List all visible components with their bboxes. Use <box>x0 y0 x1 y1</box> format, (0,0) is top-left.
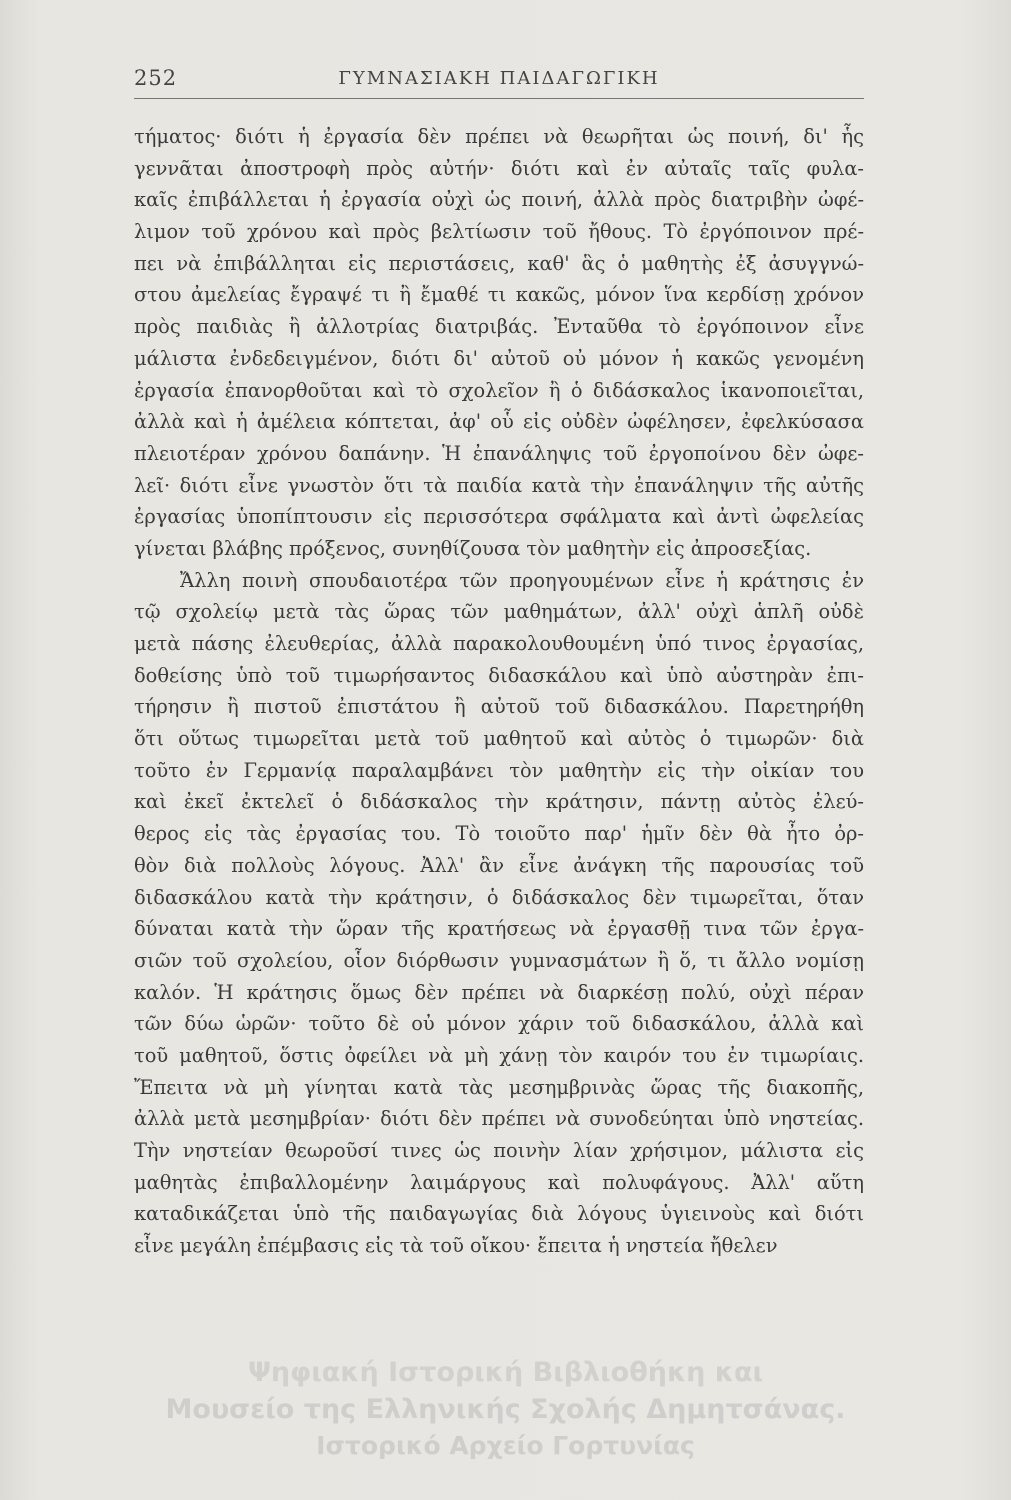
text-line: καῖς ἐπιβάλλεται ἡ ἐργασία οὐχὶ ὡς ποινή, ἀλλὰ πρὸς διατριβὴν ὠφέ- <box>134 188 864 212</box>
watermark-line-2: Μουσείο της Ελληνικής Σχολής Δημητσάνας. <box>165 1394 846 1425</box>
text-line: πρὸς παιδιὰς ἢ ἀλλοτρίας διατριβάς. Ἐνταῦθα τὸ ἐργόποινον εἶνε <box>134 315 864 339</box>
text-line: τήματος· διότι ἡ ἐργασία δὲν πρέπει νὰ θεωρῆται ὡς ποινή, δι' ἧς <box>134 125 864 148</box>
text-line: λεῖ· διότι εἶνε γνωστὸν ὅτι τὰ παιδία κατὰ τὴν ἐπανάληψιν τῆς αὐτῆς <box>134 473 864 497</box>
text-line: διδασκάλου κατὰ τὴν κράτησιν, ὁ διδάσκαλος δὲν τιμωρεῖται, ὅταν <box>134 885 864 909</box>
text-line: γίνεται βλάβης πρόξενος, συνηθίζουσα τὸν μαθητὴν εἰς ἀπροσεξίας. <box>134 536 812 560</box>
text-line: τοῦτο ἐν Γερμανίᾳ παραλαμβάνει τὸν μαθητὴν εἰς τὴν οἰκίαν του <box>134 758 864 782</box>
watermark-line-3: Ιστορικό Αρχείο Γορτυνίας <box>316 1431 695 1460</box>
text-line: εἶνε μεγάλη ἐπέμβασις εἰς τὰ τοῦ οἴκου· ἔπειτα ἡ νηστεία ἤθελεν <box>134 1234 778 1258</box>
page-number: 252 <box>134 66 178 90</box>
page-header <box>134 66 864 96</box>
text-line: σιῶν τοῦ σχολείου, οἷον διόρθωσιν γυμνασμάτων ἢ ὅ, τι ἄλλο νομίσῃ <box>134 948 864 972</box>
text-line: ὅτι οὕτως τιμωρεῖται μετὰ τοῦ μαθητοῦ καὶ αὐτὸς ὁ τιμωρῶν· διὰ <box>134 727 864 751</box>
body-text <box>134 121 864 1262</box>
text-line: θερος εἰς τὰς ἐργασίας του. Τὸ τοιοῦτο παρ' ἡμῖν δὲν θὰ ἦτο ὀρ- <box>134 822 864 846</box>
text-line: Ἄλλη ποινὴ σπουδαιοτέρα τῶν προηγουμένων εἶνε ἡ κράτησις ἐν <box>180 568 864 592</box>
text-line: καὶ ἐκεῖ ἐκτελεῖ ὁ διδάσκαλος τὴν κράτησιν, πάντῃ αὐτὸς ἐλεύ- <box>134 790 864 814</box>
running-title: ΓΥΜΝΑΣΙΑΚΗ ΠΑΙΔΑΓΩΓΙΚΗ <box>338 68 660 89</box>
text-line: δύναται κατὰ τὴν ὥραν τῆς κρατήσεως νὰ ἐργασθῇ τινα τῶν ἐργα- <box>134 917 864 941</box>
text-line: ἐργασία ἐπανορθοῦται καὶ τὸ σχολεῖον ἢ ὁ διδάσκαλος ἱκανοποιεῖται, <box>134 378 864 402</box>
text-line: Τὴν νηστείαν θεωροῦσί τινες ὡς ποινὴν λίαν χρήσιμον, μάλιστα εἰς <box>134 1139 864 1162</box>
text-line: πλειοτέραν χρόνου δαπάνην. Ἡ ἐπανάληψις τοῦ ἐργοποίνου δὲν ὠφε- <box>134 441 864 465</box>
text-line: τῷ σχολείῳ μετὰ τὰς ὥρας τῶν μαθημάτων, ἀλλ' οὐχὶ ἁπλῆ οὐδὲ <box>134 600 864 624</box>
text-line: πει νὰ ἐπιβάλληται εἰς περιστάσεις, καθ' ἃς ὁ μαθητὴς ἐξ ἀσυγγνώ- <box>134 251 864 275</box>
text-line: τοῦ μαθητοῦ, ὅστις ὀφείλει νὰ μὴ χάνῃ τὸν καιρόν του ἐν τιμωρίαις. <box>134 1043 864 1067</box>
text-line: καλόν. Ἡ κράτησις ὅμως δὲν πρέπει νὰ διαρκέσῃ πολύ, οὐχὶ πέραν <box>134 980 864 1004</box>
header-rule <box>134 98 864 99</box>
text-line: καταδικάζεται ὑπὸ τῆς παιδαγωγίας διὰ λόγους ὑγιεινοὺς καὶ διότι <box>134 1202 864 1226</box>
text-line: ἀλλὰ μετὰ μεσημβρίαν· διότι δὲν πρέπει νὰ συνοδεύηται ὑπὸ νηστείας. <box>134 1107 864 1131</box>
text-line: ἐργασίας ὑποπίπτουσιν εἰς περισσότερα σφάλματα καὶ ἀντὶ ὠφελείας <box>134 505 864 529</box>
text-line: μάλιστα ἐνδεδειγμένον, διότι δι' αὐτοῦ οὐ μόνον ἡ κακῶς γενομένη <box>134 346 864 370</box>
text-line: τῶν δύω ὡρῶν· τοῦτο δὲ οὐ μόνον χάριν τοῦ διδασκάλου, ἀλλὰ καὶ <box>134 1012 864 1036</box>
text-line: τήρησιν ἢ πιστοῦ ἐπιστάτου ἢ αὐτοῦ τοῦ διδασκάλου. Παρετηρήθη <box>134 695 864 719</box>
text-line: μετὰ πάσης ἐλευθερίας, ἀλλὰ παρακολουθουμένη ὑπό τινος ἐργασίας, <box>134 632 864 655</box>
text-line: Ἔπειτα νὰ μὴ γίνηται κατὰ τὰς μεσημβρινὰς ὥρας τῆς διακοπῆς, <box>134 1075 864 1099</box>
text-line: δοθείσης ὑπὸ τοῦ τιμωρήσαντος διδασκάλου καὶ ὑπὸ αὐστηρὰν ἐπι- <box>134 663 864 687</box>
text-line: λιμον τοῦ χρόνου καὶ πρὸς βελτίωσιν τοῦ ἤθους. Τὸ ἐργόποινον πρέ- <box>134 220 864 244</box>
text-line: γεννᾶται ἀποστροφὴ πρὸς αὐτήν· διότι καὶ ἐν αὐταῖς ταῖς φυλα- <box>134 156 864 180</box>
text-line: μαθητὰς ἐπιβαλλομένην λαιμάργους καὶ πολυφάγους. Ἀλλ' αὕτη <box>134 1170 864 1194</box>
text-line: θὸν διὰ πολλοὺς λόγους. Ἀλλ' ἂν εἶνε ἀνάγκη τῆς παρουσίας τοῦ <box>134 853 864 877</box>
watermark-line-1: Ψηφιακή Ιστορική Βιβλιοθήκη και <box>247 1357 764 1388</box>
text-line: στου ἀμελείας ἔγραψέ τι ἢ ἔμαθέ τι κακῶς, μόνον ἵνα κερδίσῃ χρόνον <box>134 283 864 307</box>
text-line: ἀλλὰ καὶ ἡ ἀμέλεια κόπτεται, ἀφ' οὗ εἰς οὐδὲν ὠφέλησεν, ἐφελκύσασα <box>134 410 864 434</box>
